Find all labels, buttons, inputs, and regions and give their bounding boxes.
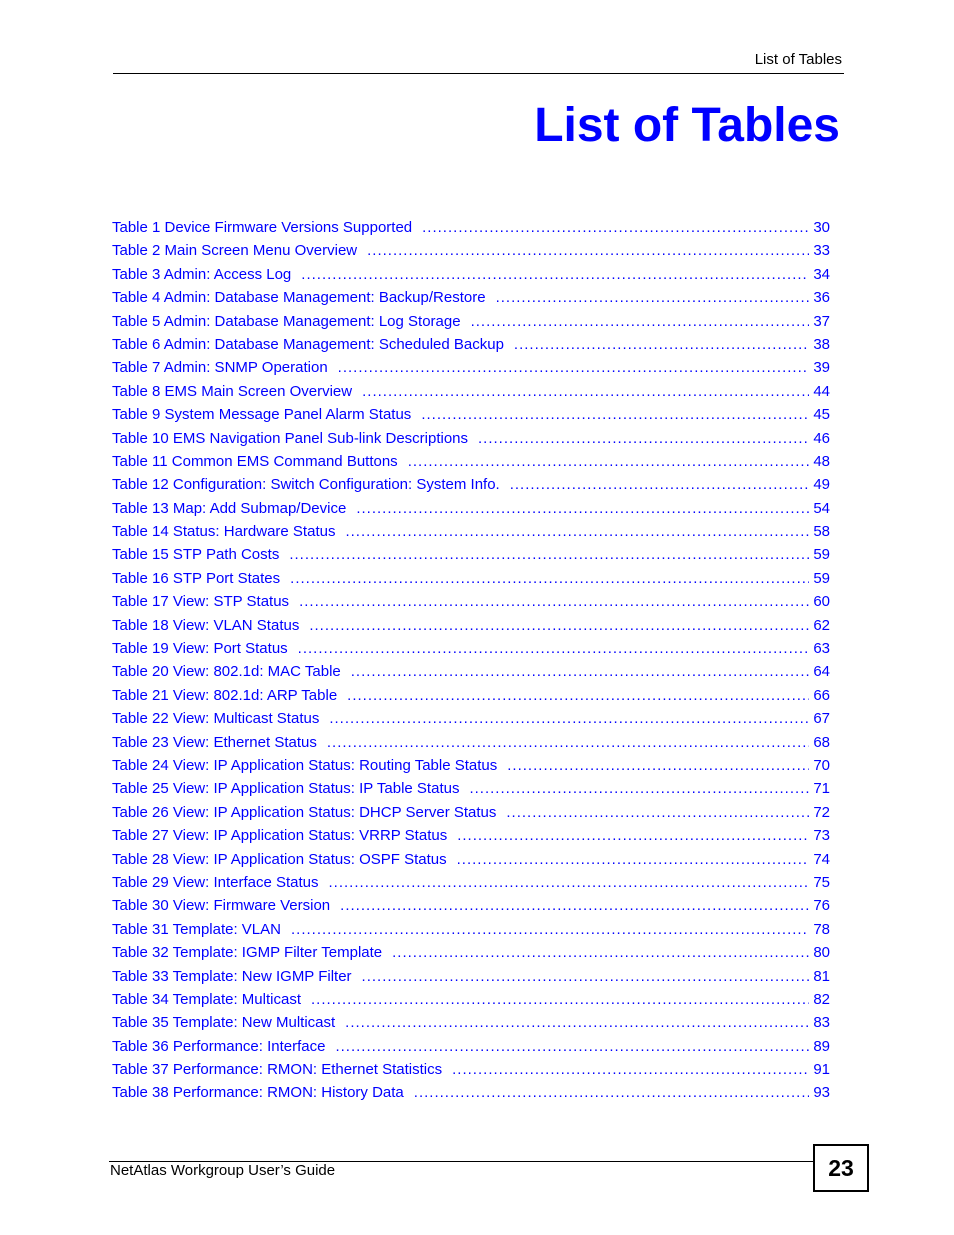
- list-item: [112, 803, 830, 826]
- dot-leader: [452, 1060, 809, 1080]
- dot-leader: [299, 592, 809, 612]
- toc-entry[interactable]: [112, 241, 830, 264]
- dot-leader: [311, 990, 809, 1010]
- list-item: [112, 686, 830, 709]
- list-item: [112, 499, 830, 522]
- toc-entry-label: Table 21 View: 802.1d: ARP Table: [112, 686, 338, 704]
- toc-entry-page: 72: [813, 803, 830, 821]
- toc-entry-page: 89: [813, 1037, 830, 1055]
- toc-entry[interactable]: [112, 803, 830, 826]
- list-item: [112, 709, 830, 732]
- dot-leader: [345, 522, 809, 542]
- toc-entry-page: 33: [813, 242, 830, 260]
- dot-leader: [422, 218, 809, 238]
- dot-leader: [345, 1013, 809, 1033]
- dot-leader: [340, 896, 809, 916]
- toc-entry-label: Table 29 View: Interface Status: [112, 873, 319, 891]
- toc-entry-label: Table 34 Template: Multicast: [112, 990, 301, 1008]
- toc-entry-label: Table 11 Common EMS Command Buttons: [112, 452, 398, 470]
- toc-entry-label: Table 8 EMS Main Screen Overview: [112, 382, 353, 400]
- toc-entry-page: 34: [813, 265, 830, 283]
- toc-entry-page: 59: [813, 569, 830, 587]
- toc-entry-label: Table 24 View: IP Application Status: Routing Table Status: [112, 756, 498, 774]
- toc-entry-label: Table 9 System Message Panel Alarm Status: [112, 406, 412, 424]
- toc-entry[interactable]: [112, 475, 830, 498]
- toc-entry[interactable]: [112, 335, 830, 358]
- toc-entry-label: Table 15 STP Path Costs: [112, 546, 280, 564]
- toc-entry-page: 78: [813, 920, 830, 938]
- dot-leader: [514, 335, 809, 355]
- toc-entry-page: 63: [813, 640, 830, 658]
- toc-entry-label: Table 5 Admin: Database Management: Log Storage: [112, 312, 461, 330]
- toc-entry-label: Table 37 Performance: RMON: Ethernet Statistics: [112, 1061, 443, 1079]
- toc-entry[interactable]: [112, 686, 830, 709]
- list-item: [112, 920, 830, 943]
- toc-entry-label: Table 2 Main Screen Menu Overview: [112, 242, 358, 260]
- toc-entry-label: Table 28 View: IP Application Status: OSPF Status: [112, 850, 447, 868]
- toc-entry-label: Table 35 Template: New Multicast: [112, 1014, 336, 1032]
- dot-leader: [471, 312, 810, 332]
- toc-entry[interactable]: [112, 312, 830, 335]
- toc-entry[interactable]: [112, 756, 830, 779]
- toc-entry[interactable]: [112, 592, 830, 615]
- dot-leader: [289, 545, 809, 565]
- dot-leader: [356, 499, 809, 519]
- list-item: [112, 967, 830, 990]
- toc-entry-page: 30: [813, 219, 830, 236]
- toc-entry-page: 44: [813, 382, 830, 400]
- dot-leader: [457, 850, 810, 870]
- dot-leader: [291, 920, 809, 940]
- toc-entry[interactable]: [112, 967, 830, 990]
- toc-entry-page: 45: [813, 406, 830, 424]
- dot-leader: [469, 779, 809, 799]
- toc-entry-page: 64: [813, 663, 830, 681]
- toc-entry-page: 66: [813, 686, 830, 704]
- dot-leader: [506, 803, 809, 823]
- dot-leader: [362, 967, 810, 987]
- dot-leader: [309, 616, 809, 636]
- toc-entry-page: 81: [813, 967, 830, 985]
- dot-leader: [392, 943, 809, 963]
- toc-entry-page: 54: [813, 499, 830, 517]
- dot-leader: [457, 826, 809, 846]
- toc-entry-label: Table 7 Admin: SNMP Operation: [112, 359, 328, 377]
- dot-leader: [367, 241, 809, 261]
- toc-entry-label: Table 36 Performance: Interface: [112, 1037, 326, 1055]
- dot-leader: [301, 265, 809, 285]
- list-item: [112, 405, 830, 428]
- list-item: [112, 592, 830, 615]
- list-item: [112, 241, 830, 264]
- list-item: [112, 873, 830, 896]
- list-item: [112, 429, 830, 452]
- dot-leader: [510, 475, 810, 495]
- toc-entry[interactable]: [112, 522, 830, 545]
- toc-entry-label: Table 13 Map: Add Submap/Device: [112, 499, 347, 517]
- dot-leader: [351, 662, 810, 682]
- toc-entry-page: 39: [813, 359, 830, 377]
- toc-entry-page: 80: [813, 944, 830, 962]
- toc-entry[interactable]: [112, 288, 830, 311]
- toc-entry[interactable]: [112, 429, 830, 452]
- toc-entry[interactable]: [112, 779, 830, 802]
- toc-entry-label: Table 22 View: Multicast Status: [112, 710, 320, 728]
- toc-entry-label: Table 38 Performance: RMON: History Data: [112, 1084, 404, 1102]
- toc-entry[interactable]: [112, 499, 830, 522]
- toc-entry[interactable]: [112, 1060, 830, 1083]
- toc-entry[interactable]: [112, 733, 830, 756]
- dot-leader: [290, 569, 809, 589]
- page-title: List of Tables: [534, 99, 840, 152]
- toc-entry[interactable]: [112, 709, 830, 732]
- toc-entry-label: Table 16 STP Port States: [112, 569, 281, 587]
- toc-entry-page: 74: [813, 850, 830, 868]
- toc-entry-page: 49: [813, 476, 830, 494]
- toc-entry-label: Table 1 Device Firmware Versions Supported: [112, 219, 413, 236]
- list-item: [112, 639, 830, 662]
- list-item: [112, 1083, 830, 1106]
- toc-entry-page: 46: [813, 429, 830, 447]
- toc-entry-page: 38: [813, 335, 830, 353]
- list-item: [112, 1037, 830, 1060]
- list-item: [112, 335, 830, 358]
- list-item: [112, 733, 830, 756]
- list-item: [112, 288, 830, 311]
- dot-leader: [496, 288, 810, 308]
- toc-entry-page: 59: [813, 546, 830, 564]
- toc-entry-label: Table 19 View: Port Status: [112, 640, 288, 658]
- running-header: List of Tables: [754, 51, 842, 68]
- dot-leader: [335, 1037, 809, 1057]
- list-item: [112, 218, 830, 241]
- list-item: [112, 382, 830, 405]
- list-item: [112, 943, 830, 966]
- toc-entry[interactable]: [112, 639, 830, 662]
- toc-entry-label: Table 18 View: VLAN Status: [112, 616, 300, 634]
- list-item: [112, 896, 830, 919]
- toc-entry-label: Table 3 Admin: Access Log: [112, 265, 292, 283]
- header-rule: [113, 73, 844, 74]
- toc-entry[interactable]: [112, 616, 830, 639]
- dot-leader: [329, 709, 809, 729]
- toc-entry[interactable]: [112, 1013, 830, 1036]
- guide-title: NetAtlas Workgroup User’s Guide: [110, 1162, 336, 1179]
- list-item: [112, 522, 830, 545]
- dot-leader: [507, 756, 809, 776]
- toc-entry-label: Table 14 Status: Hardware Status: [112, 523, 336, 541]
- dot-leader: [347, 686, 809, 706]
- toc-entry-page: 75: [813, 873, 830, 891]
- toc-entry-label: Table 32 Template: IGMP Filter Template: [112, 944, 383, 962]
- toc-entry[interactable]: [112, 405, 830, 428]
- toc-entry-label: Table 27 View: IP Application Status: VRRP Status: [112, 827, 448, 845]
- table-list: [112, 218, 830, 1107]
- dot-leader: [329, 873, 810, 893]
- toc-entry[interactable]: [112, 1037, 830, 1060]
- list-item: [112, 1060, 830, 1083]
- list-item: [112, 358, 830, 381]
- dot-leader: [298, 639, 810, 659]
- toc-entry-page: 82: [813, 990, 830, 1008]
- list-item: [112, 616, 830, 639]
- toc-entry-page: 48: [813, 452, 830, 470]
- toc-entry[interactable]: [112, 826, 830, 849]
- toc-entry-label: Table 20 View: 802.1d: MAC Table: [112, 663, 341, 681]
- toc-entry-label: Table 31 Template: VLAN: [112, 920, 281, 938]
- list-item: [112, 826, 830, 849]
- toc-entry-label: Table 33 Template: New IGMP Filter: [112, 967, 352, 985]
- dot-leader: [408, 452, 810, 472]
- dot-leader: [421, 405, 809, 425]
- toc-entry-page: 73: [813, 827, 830, 845]
- toc-entry[interactable]: [112, 569, 830, 592]
- toc-entry[interactable]: [112, 218, 830, 241]
- toc-entry[interactable]: [112, 920, 830, 943]
- toc-entry-label: Table 6 Admin: Database Management: Scheduled Backup: [112, 335, 504, 353]
- toc-entry-page: 71: [813, 780, 830, 798]
- dot-leader: [327, 733, 809, 753]
- toc-entry-label: Table 4 Admin: Database Management: Backup/Restore: [112, 289, 486, 307]
- toc-entry[interactable]: [112, 990, 830, 1013]
- toc-entry-label: Table 25 View: IP Application Status: IP Table Status: [112, 780, 460, 798]
- list-item: [112, 569, 830, 592]
- toc-entry-label: Table 26 View: IP Application Status: DHCP Server Status: [112, 803, 497, 821]
- toc-entry-label: Table 17 View: STP Status: [112, 593, 290, 611]
- toc-entry-page: 60: [813, 593, 830, 611]
- list-item: [112, 452, 830, 475]
- toc-entry[interactable]: [112, 1083, 830, 1106]
- toc-entry-page: 68: [813, 733, 830, 751]
- toc-entry-page: 76: [813, 897, 830, 915]
- toc-entry-page: 70: [813, 756, 830, 774]
- toc-entry-label: Table 30 View: Firmware Version: [112, 897, 331, 915]
- dot-leader: [414, 1083, 810, 1103]
- toc-entry-label: Table 23 View: Ethernet Status: [112, 733, 317, 751]
- page-number: 23: [813, 1144, 869, 1192]
- toc-entry[interactable]: [112, 545, 830, 568]
- list-item: [112, 990, 830, 1013]
- list-item: [112, 545, 830, 568]
- list-item: [112, 756, 830, 779]
- toc-entry[interactable]: [112, 896, 830, 919]
- toc-entry-page: 83: [813, 1014, 830, 1032]
- toc-entry-label: Table 10 EMS Navigation Panel Sub-link Descriptions: [112, 429, 469, 447]
- list-item: [112, 1013, 830, 1036]
- toc-entry-page: 58: [813, 523, 830, 541]
- toc-entry-page: 93: [813, 1084, 830, 1102]
- toc-entry[interactable]: [112, 265, 830, 288]
- dot-leader: [478, 429, 809, 449]
- list-item: [112, 475, 830, 498]
- toc-entry[interactable]: [112, 358, 830, 381]
- toc-entry-page: 36: [813, 289, 830, 307]
- toc-entry[interactable]: [112, 452, 830, 475]
- toc-entry[interactable]: [112, 850, 830, 873]
- toc-entry-page: 62: [813, 616, 830, 634]
- dot-leader: [338, 358, 810, 378]
- toc-entry-page: 67: [813, 710, 830, 728]
- list-item: [112, 265, 830, 288]
- toc-entry[interactable]: [112, 382, 830, 405]
- toc-entry[interactable]: [112, 662, 830, 685]
- toc-entry-label: Table 12 Configuration: Switch Configuration: System Info.: [112, 476, 500, 494]
- list-item: [112, 312, 830, 335]
- toc-entry[interactable]: [112, 873, 830, 896]
- toc-entry-page: 37: [813, 312, 830, 330]
- dot-leader: [362, 382, 809, 402]
- toc-entry-page: 91: [813, 1061, 830, 1079]
- toc-entry[interactable]: [112, 943, 830, 966]
- list-item: [112, 779, 830, 802]
- list-item: [112, 850, 830, 873]
- list-item: [112, 662, 830, 685]
